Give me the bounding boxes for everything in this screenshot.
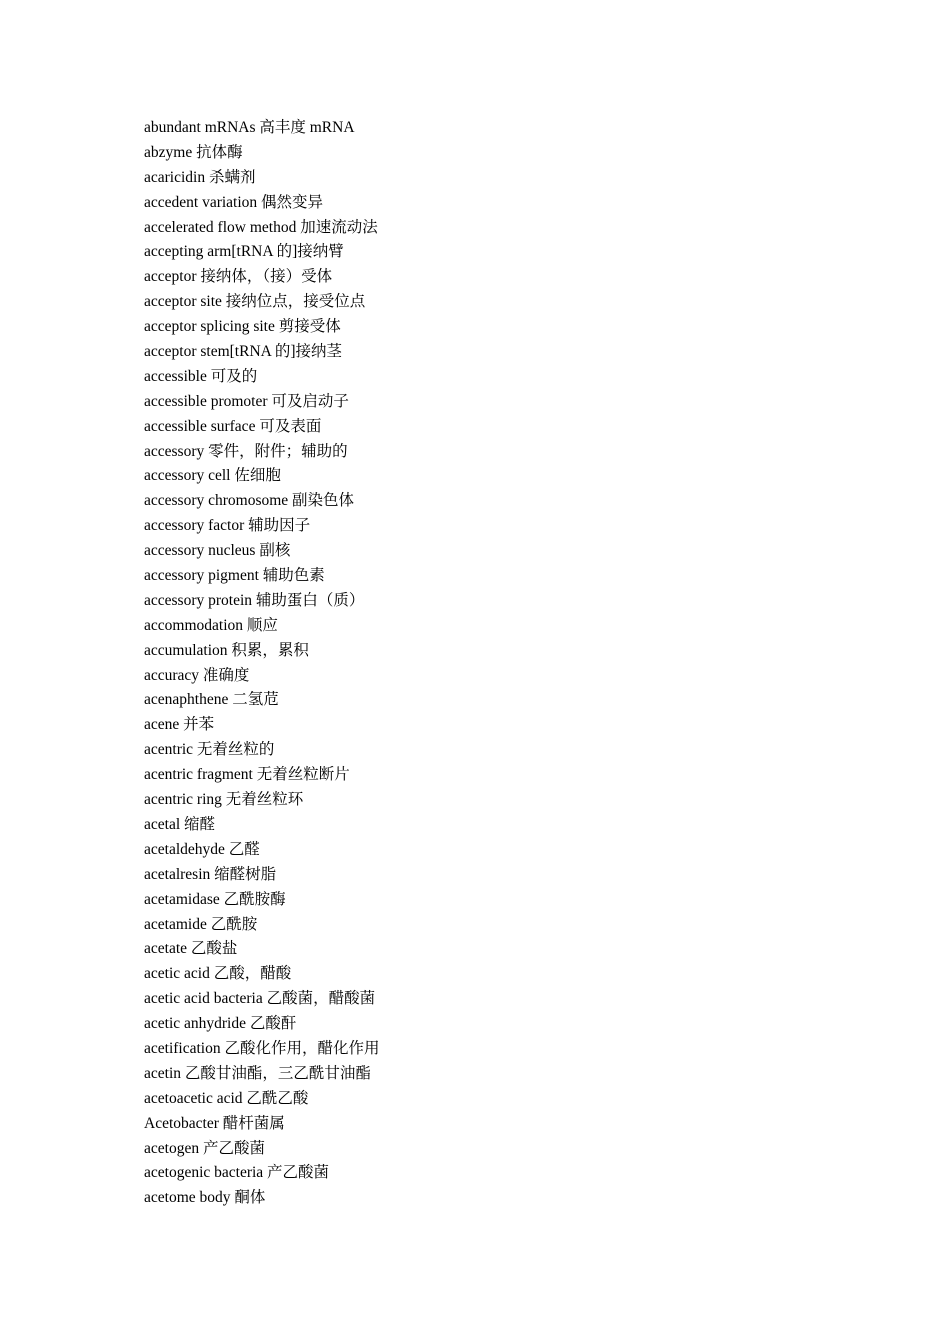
glossary-entry: accessory protein 辅助蛋白（质）: [144, 591, 365, 609]
glossary-entry: acceptor stem[tRNA 的]接纳茎: [144, 343, 343, 361]
glossary-entry: accessible 可及的: [144, 367, 258, 385]
glossary-entry: acceptor site 接纳位点，接受位点: [144, 293, 366, 311]
glossary-entry: acceptor splicing site 剪接受体: [144, 318, 341, 336]
glossary-entry: accedent variation 偶然变异: [144, 193, 324, 211]
glossary-entry: acetoacetic acid 乙酰乙酸: [144, 1089, 309, 1107]
glossary-entry: acetamide 乙酰胺: [144, 915, 258, 933]
glossary-entry: accessible surface 可及表面: [144, 417, 322, 435]
glossary-entry: acetate 乙酸盐: [144, 940, 238, 958]
glossary-entry: accommodation 顺应: [144, 616, 278, 634]
glossary-entry: acceptor 接纳体，（接）受体: [144, 268, 333, 286]
glossary-entry: acaricidin 杀螨剂: [144, 168, 256, 186]
glossary-entry: acentric ring 无着丝粒环: [144, 791, 304, 809]
glossary-entry: acetification 乙酸化作用，醋化作用: [144, 1039, 380, 1057]
glossary-entry: acetal 缩醛: [144, 815, 216, 833]
glossary-entry: acetogen 产乙酸菌: [144, 1139, 265, 1157]
glossary-entry: accessory factor 辅助因子: [144, 517, 311, 535]
glossary-entry: acetic anhydride 乙酸酐: [144, 1015, 297, 1033]
glossary-entry: acetaldehyde 乙醛: [144, 840, 260, 858]
glossary-entry: accepting arm[tRNA 的]接纳臂: [144, 243, 344, 261]
glossary-entry: acene 并苯: [144, 716, 215, 734]
glossary-list: [144, 116, 379, 1211]
glossary-entry: acenaphthene 二氢苊: [144, 691, 279, 709]
glossary-entry: accessory 零件，附件；辅助的: [144, 442, 348, 460]
glossary-entry: acetogenic bacteria 产乙酸菌: [144, 1164, 330, 1182]
glossary-entry: accessory pigment 辅助色素: [144, 567, 325, 585]
glossary-entry: acetamidase 乙酰胺酶: [144, 890, 286, 908]
glossary-entry: acetalresin 缩醛树脂: [144, 865, 277, 883]
glossary-entry: accumulation 积累，累积: [144, 641, 309, 659]
glossary-entry: acetin 乙酸甘油酯，三乙酰甘油酯: [144, 1064, 371, 1082]
glossary-entry: abundant mRNAs 高丰度 mRNA: [144, 119, 355, 136]
glossary-entry: acentric fragment 无着丝粒断片: [144, 766, 350, 784]
glossary-entry: acetome body 酮体: [144, 1189, 266, 1207]
glossary-entry: acetic acid bacteria 乙酸菌，醋酸菌: [144, 990, 376, 1008]
glossary-entry: Acetobacter 醋杆菌属: [144, 1114, 285, 1132]
glossary-entry: accessory cell 佐细胞: [144, 467, 281, 485]
glossary-entry: abzyme 抗体酶: [144, 143, 243, 161]
glossary-entry: accessible promoter 可及启动子: [144, 392, 349, 410]
glossary-entry: acetic acid 乙酸，醋酸: [144, 965, 292, 983]
glossary-entry: acentric 无着丝粒的: [144, 741, 275, 759]
glossary-entry: accessory chromosome 副染色体: [144, 492, 355, 510]
glossary-entry: accelerated flow method 加速流动法: [144, 218, 378, 236]
glossary-entry: accessory nucleus 副核: [144, 542, 291, 560]
glossary-entry: accuracy 准确度: [144, 666, 250, 684]
